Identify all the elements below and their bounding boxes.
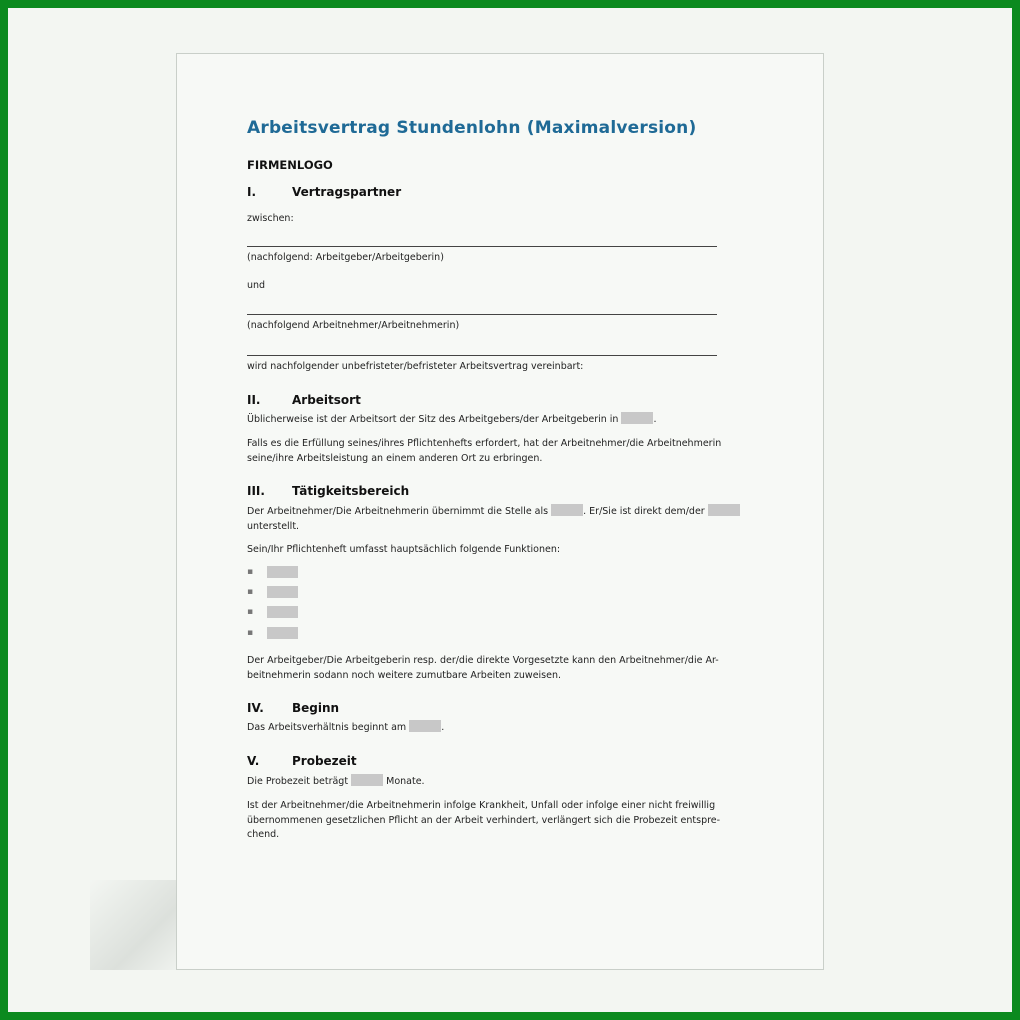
paragraph-line: Ist der Arbeitnehmer/die Arbeitnehmerin infolge Krankheit, Unfall oder infolge einer nicht freiwillig: [247, 800, 716, 811]
workplace-paragraph: [247, 412, 657, 428]
position-text: Der Arbeitnehmer/Die Arbeitnehmerin übernimmt die Stelle als: [247, 506, 549, 517]
agreement-text: wird nachfolgender unbefristeter/befristeter Arbeitsvertrag vereinbart:: [247, 361, 584, 372]
section-number: II.: [247, 393, 261, 407]
position-blank-field[interactable]: [551, 504, 583, 516]
supervisor-text: . Er/Sie ist direkt dem/der: [583, 506, 705, 517]
duty-blank-field[interactable]: [267, 586, 298, 598]
period: .: [441, 722, 445, 733]
section-1-heading: [247, 185, 401, 199]
section-title: Tätigkeitsbereich: [292, 484, 410, 498]
section-title: Arbeitsort: [292, 393, 361, 407]
bullet-icon: ▪: [247, 628, 254, 638]
list-item: [247, 605, 298, 620]
company-logo-placeholder: FIRMENLOGO: [247, 158, 333, 172]
workplace-text: Üblicherweise ist der Arbeitsort der Sitz des Arbeitgebers/der Arbeitgeberin in: [247, 414, 619, 425]
start-date-paragraph: [247, 720, 444, 736]
signature-line-agreement: [247, 355, 717, 356]
probation-text: Die Probezeit beträgt: [247, 776, 349, 787]
bullet-icon: ▪: [247, 607, 254, 617]
probation-paragraph: [247, 774, 425, 790]
duty-blank-field[interactable]: [267, 566, 298, 578]
page-shadow: [90, 880, 190, 970]
paragraph-line: unterstellt.: [247, 520, 300, 532]
section-title: Beginn: [292, 701, 340, 715]
duty-blank-field[interactable]: [267, 606, 298, 618]
paragraph-line: Falls es die Erfüllung seines/ihres Pflichtenhefts erfordert, hat der Arbeitnehmer/die Arbeitnehmerin: [247, 438, 722, 449]
list-item: [247, 626, 298, 641]
position-paragraph: [247, 504, 740, 534]
paragraph-line: Der Arbeitgeber/Die Arbeitgeberin resp. der/die direkte Vorgesetzte kann den Arbeitnehmer/die Ar-: [247, 655, 719, 666]
period: .: [653, 414, 657, 425]
section-title: Probezeit: [292, 754, 357, 768]
paragraph-line: chend.: [247, 829, 280, 840]
section-2-heading: [247, 393, 361, 407]
section-3-heading: [247, 484, 409, 498]
section-number: V.: [247, 754, 260, 768]
section-title: Vertragspartner: [292, 185, 402, 199]
employer-note: (nachfolgend: Arbeitgeber/Arbeitgeberin): [247, 252, 444, 263]
start-date-text: Das Arbeitsverhältnis beginnt am: [247, 722, 407, 733]
bullet-icon: ▪: [247, 567, 254, 577]
signature-line-employee: [247, 314, 717, 315]
start-date-blank-field[interactable]: [409, 720, 441, 732]
other-location-paragraph: [247, 437, 721, 466]
employee-note: (nachfolgend Arbeitnehmer/Arbeitnehmerin): [247, 320, 460, 331]
workplace-blank-field[interactable]: [621, 412, 653, 424]
signature-line-employer: [247, 246, 717, 247]
document-title: Arbeitsvertrag Stundenlohn (Maximalversion): [247, 118, 697, 138]
section-number: I.: [247, 185, 257, 199]
probation-blank-field[interactable]: [351, 774, 383, 786]
paragraph-line: beitnehmerin sodann noch weitere zumutbare Arbeiten zuweisen.: [247, 669, 562, 681]
probation-extension-paragraph: [247, 799, 720, 843]
duty-blank-field[interactable]: [267, 627, 298, 639]
supervisor-blank-field[interactable]: [708, 504, 740, 516]
paragraph-line: übernommenen gesetzlichen Pflicht an der Arbeit verhindert, verlängert sich die Probezeit entspre-: [247, 814, 721, 826]
additional-duties-paragraph: [247, 654, 719, 683]
list-item: [247, 585, 298, 600]
duties-intro: Sein/Ihr Pflichtenheft umfasst hauptsächlich folgende Funktionen:: [247, 544, 561, 555]
paragraph-line: seine/ihre Arbeitsleistung an einem anderen Ort zu erbringen.: [247, 452, 543, 464]
between-text: zwischen:: [247, 213, 294, 224]
document-page: [176, 53, 824, 970]
months-text: Monate.: [386, 776, 425, 787]
and-text: und: [247, 280, 266, 291]
section-number: III.: [247, 484, 265, 498]
section-5-heading: [247, 754, 357, 768]
section-number: IV.: [247, 701, 264, 715]
section-4-heading: [247, 701, 339, 715]
list-item: [247, 565, 298, 580]
bullet-icon: ▪: [247, 587, 254, 597]
